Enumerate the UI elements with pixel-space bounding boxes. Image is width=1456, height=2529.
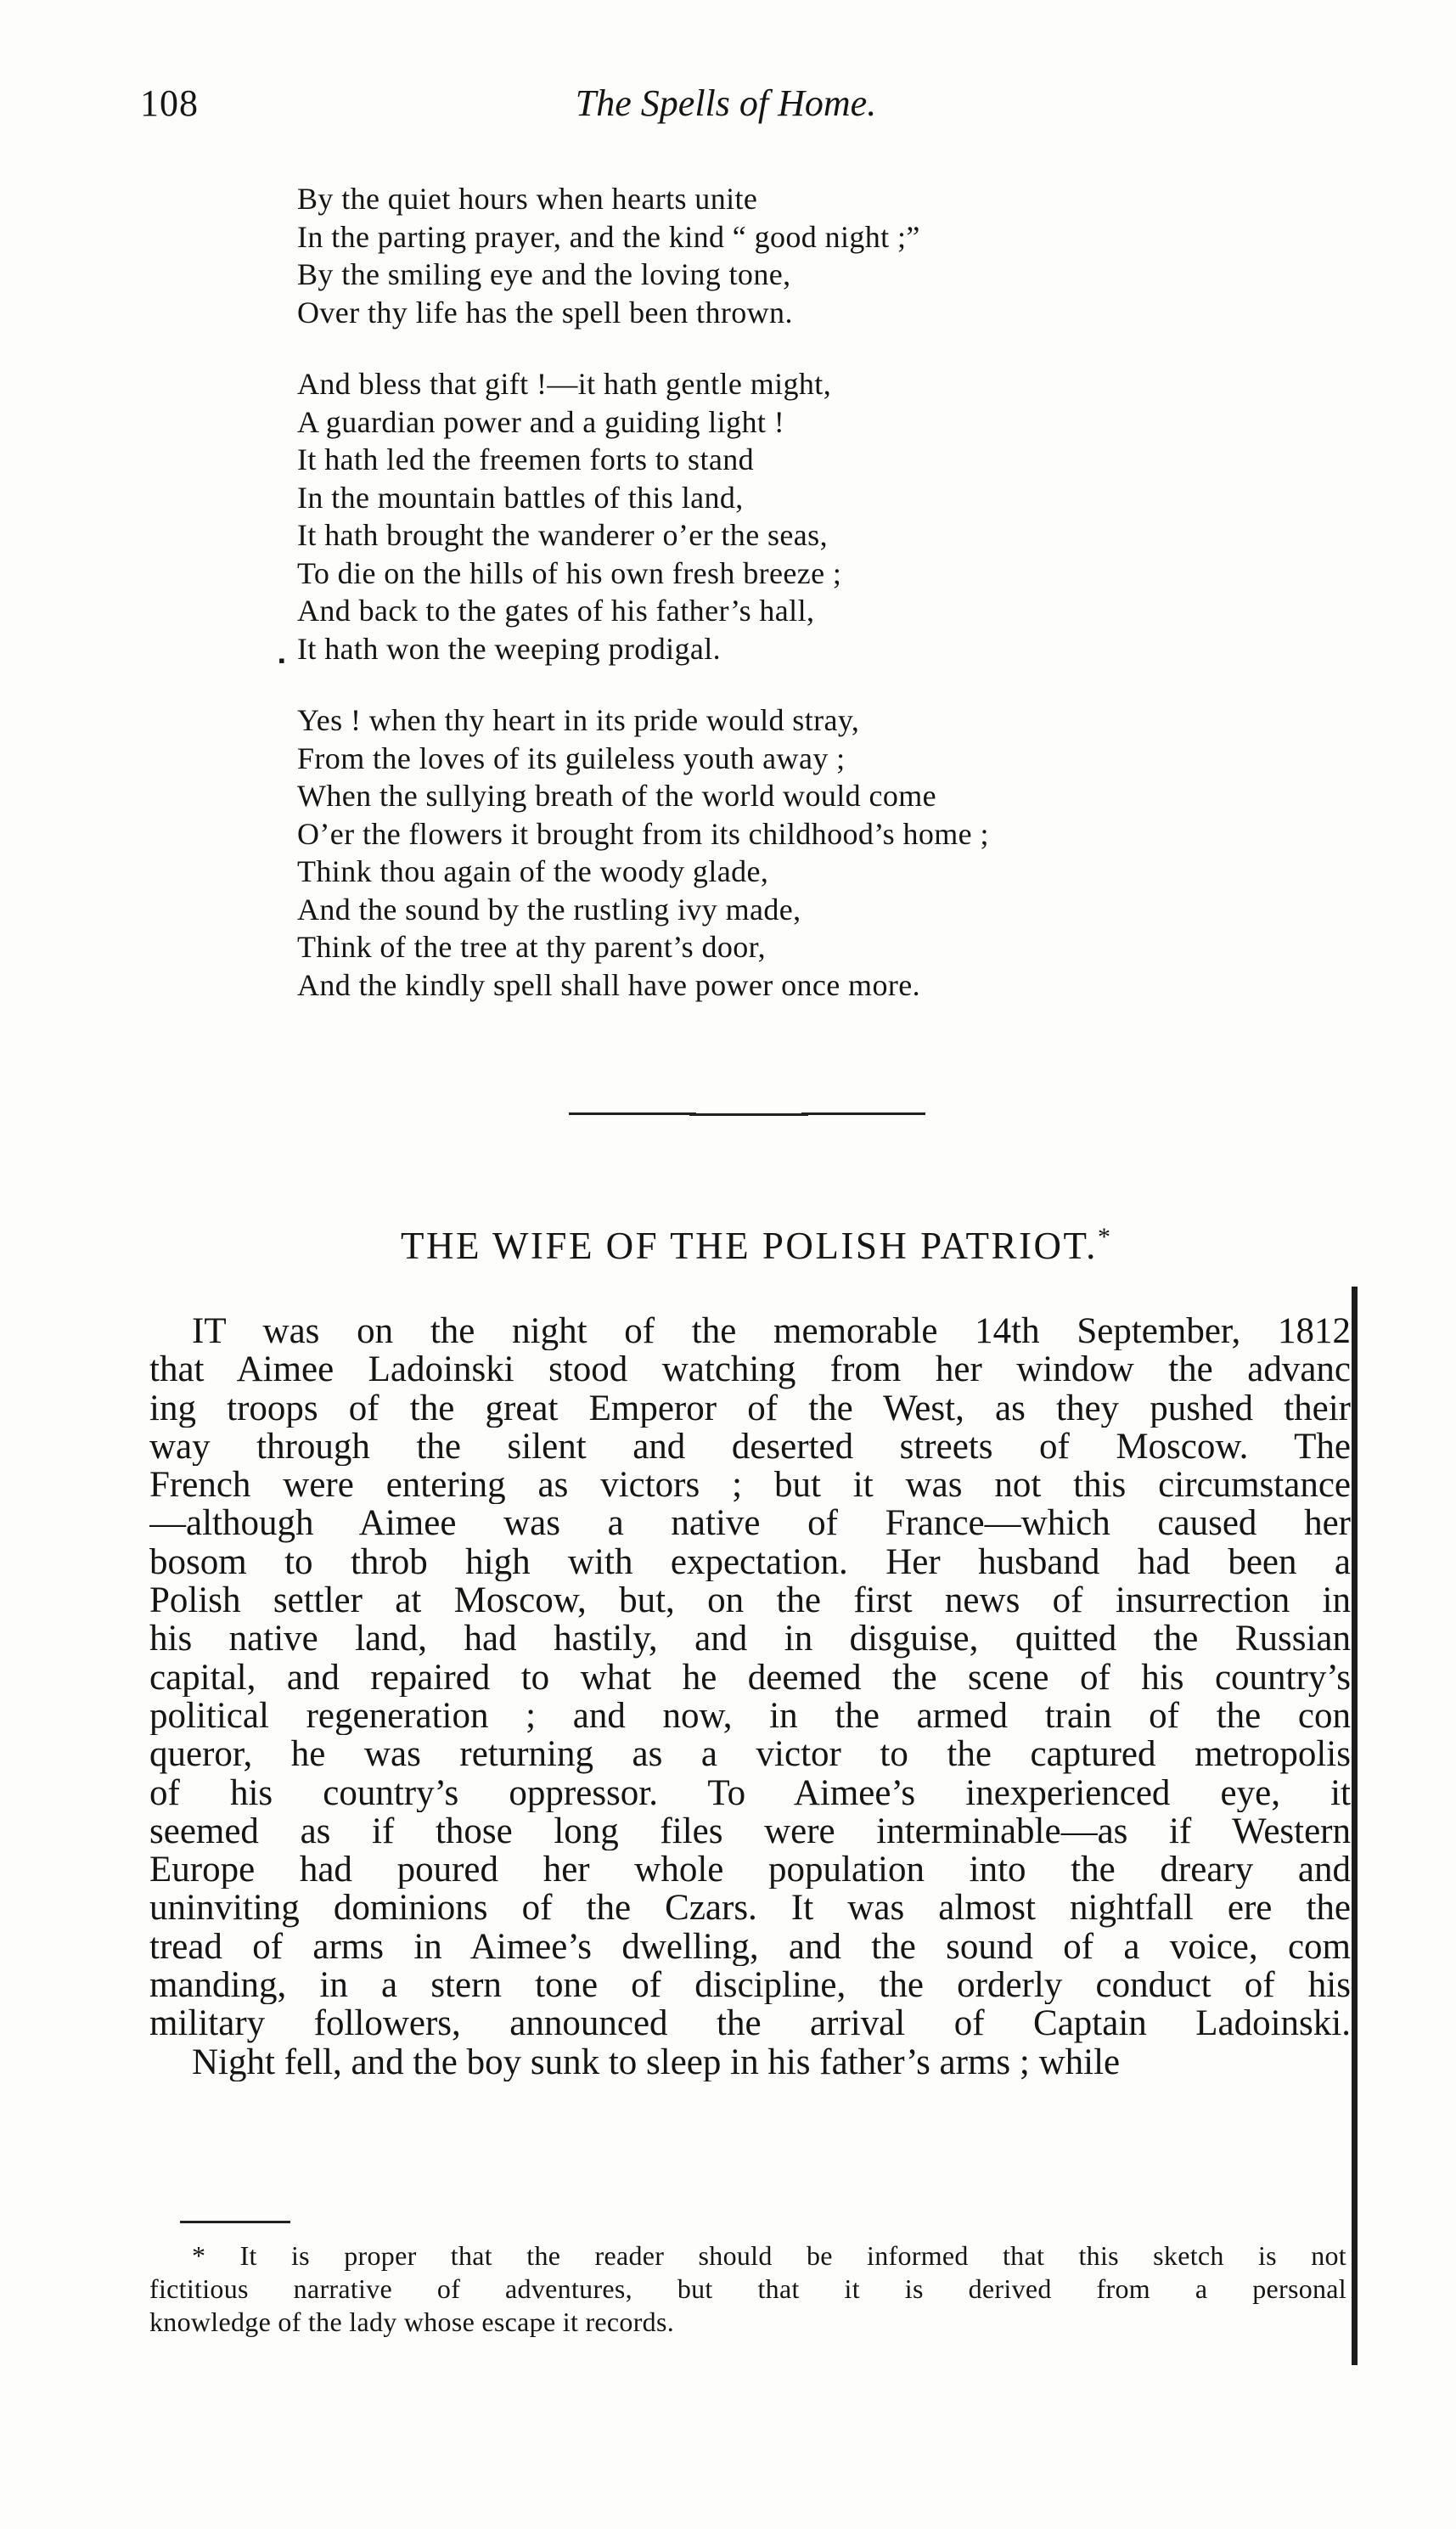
verse-line: By the smiling eye and the loving tone, — [297, 257, 791, 291]
verse-line: Yes ! when thy heart in its pride would stray, — [297, 703, 860, 737]
prose-lines — [149, 1350, 1351, 2042]
verse-line: O’er the flowers it brought from its childhood’s home ; — [297, 816, 989, 851]
prose-line: —although Aimee was a native of France—which caused her — [149, 1504, 1351, 1543]
prose-line: French were entering as victors ; but it was not this circumstance — [149, 1466, 1351, 1505]
verse-line: In the parting prayer, and the kind “ good night ;” — [297, 219, 920, 254]
prose-line: Polish settler at Moscow, but, on the first news of insurrection in — [149, 1581, 1351, 1620]
prose-line: military followers, announced the arrival of Captain Ladoinski. — [149, 2004, 1351, 2043]
section-divider-ornament — [569, 1112, 925, 1119]
prose-line: bosom to throb high with expectation. Her husband had been a — [149, 1542, 1351, 1582]
prose-line: uninviting dominions of the Czars. It was almost nightfall ere the — [149, 1889, 1351, 1928]
page-number: 108 — [140, 82, 199, 124]
divider-rule — [569, 1112, 696, 1115]
footnote-line: knowledge of the lady whose escape it records. — [149, 2307, 675, 2337]
verse-line: Over thy life has the spell been thrown. — [297, 295, 793, 330]
verse-line: When the sullying breath of the world would come — [297, 779, 937, 813]
verse-line: And the sound by the rustling ivy made, — [297, 892, 801, 927]
footnote-marker: * — [1097, 1223, 1110, 1251]
verse-line: It hath led the freemen forts to stand — [297, 442, 755, 476]
article-title — [204, 1223, 1307, 1268]
footnote-rule — [180, 2221, 290, 2223]
verse-line: And bless that gift !—it hath gentle might, — [297, 367, 832, 401]
prose-line: Night fell, and the boy sunk to sleep in his father’s arms ; while — [192, 2042, 1121, 2081]
prose-line: of his country’s oppressor. To Aimee’s inexperienced eye, it — [149, 1773, 1351, 1812]
verse-line: A guardian power and a guiding light ! — [297, 404, 785, 439]
stanza — [297, 365, 1316, 667]
footnote-line: fictitious narrative of adventures, but that it is derived from a personal — [149, 2273, 1346, 2304]
stanza — [297, 701, 1316, 1004]
article-title-text: THE WIFE OF THE POLISH PATRIOT. — [401, 1225, 1098, 1267]
prose-line: capital, and repaired to what he deemed the scene of his country’s — [149, 1658, 1351, 1697]
verse-line: Think of the tree at thy parent’s door, — [297, 930, 766, 964]
first-line-text: T was on the night of the memorable 14th September, 1812 — [204, 1312, 1351, 1351]
divider-rule — [689, 1113, 808, 1116]
verse-line: And back to the gates of his father’s hall, — [297, 594, 815, 628]
prose-line: tread of arms in Aimee’s dwelling, and the sound of a voice, com — [149, 1927, 1351, 1967]
poem — [297, 180, 1316, 1038]
article-body — [149, 1312, 1351, 2153]
verse-line: And the kindly spell shall have power once more. — [297, 967, 921, 1002]
verse-line: By the quiet hours when hearts unite — [297, 182, 758, 216]
prose-line: manding, in a stern tone of discipline, the orderly conduct of his — [149, 1966, 1351, 2005]
verse-line: It hath won the weeping prodigal. — [297, 631, 722, 666]
running-title: The Spells of Home. — [575, 82, 877, 124]
prose-line: seemed as if those long files were interminable—as if Western — [149, 1811, 1351, 1851]
stanza-mark: ▪ — [278, 650, 285, 671]
prose-line — [149, 1312, 1351, 1350]
verse-line: To die on the hills of his own fresh breeze ; — [297, 555, 842, 590]
prose-line: Europe had poured her whole population into the dreary and — [149, 1850, 1351, 1890]
binding-gutter-shadow — [1348, 1287, 1362, 2365]
verse-line: It hath brought the wanderer o’er the seas, — [297, 518, 828, 552]
divider-rule — [801, 1112, 925, 1115]
stanza — [297, 180, 1316, 331]
prose-line: way through the silent and deserted streets of Moscow. The — [149, 1427, 1351, 1467]
prose-line: political regeneration ; and now, in the armed train of the con — [149, 1696, 1351, 1736]
verse-line: Think thou again of the woody glade, — [297, 854, 769, 888]
footnote — [149, 2239, 1346, 2339]
footnote-line: * It is proper that the reader should be informed that this sketch is not — [192, 2240, 1346, 2271]
prose-line: ing troops of the great Emperor of the West, as they pushed their — [149, 1388, 1351, 1428]
running-head — [140, 82, 1380, 132]
prose-line: queror, he was returning as a victor to the captured metropolis — [149, 1735, 1351, 1774]
verse-line: In the mountain battles of this land, — [297, 480, 744, 515]
prose-line: his native land, had hastily, and in disguise, quitted the Russian — [149, 1619, 1351, 1659]
prose-line: that Aimee Ladoinski stood watching from her window the advanc — [149, 1350, 1351, 1389]
drop-cap: I — [192, 1312, 205, 1351]
gutter-bar — [1352, 1287, 1358, 2365]
verse-line: From the loves of its guileless youth away ; — [297, 741, 846, 775]
